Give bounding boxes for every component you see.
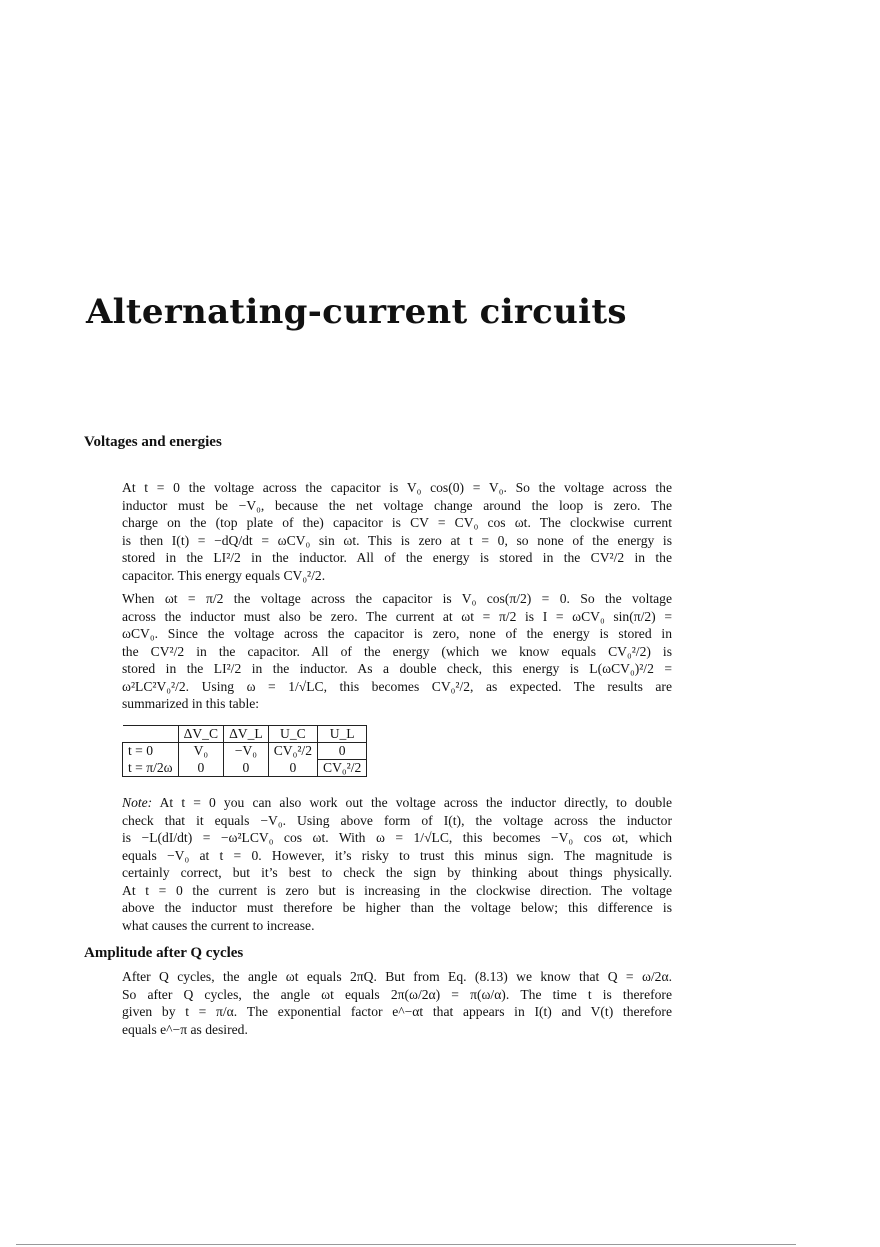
text-line: check that it equals −V₀. Using above form of I(t), the voltage across the inductor (122, 812, 672, 828)
table-header-row (123, 726, 367, 743)
table-row (123, 760, 367, 777)
table-row (123, 743, 367, 760)
text-line: At t = 0 the current is zero but is increasing in the clockwise direction. The voltage (122, 882, 672, 898)
table-cell: 0 (224, 760, 269, 777)
text-line: given by t = π/α. The exponential factor e^−αt that appears in I(t) and V(t) therefore (122, 1004, 672, 1019)
text-line: charge on the (top plate of the) capacitor is CV = CV₀ cos ωt. The clockwise current (122, 515, 672, 530)
paragraph-t0 (122, 479, 672, 584)
page-bottom-rule (16, 1244, 796, 1245)
text-line: ω²LC²V₀²/2. Using ω = 1/√LC, this becomes CV₀²/2, as expected. The results are (122, 678, 672, 694)
section-heading-voltages: Voltages and energies (84, 434, 222, 450)
paragraph-quarter-period (122, 590, 672, 713)
section-heading-amplitude: Amplitude after Q cycles (84, 945, 244, 961)
table-cell: t = 0 (123, 743, 179, 760)
summary-table (122, 725, 367, 777)
text-line: ωCV₀. Since the voltage across the capacitor is zero, none of the energy is stored in (122, 626, 672, 641)
table-cell: 0 (178, 760, 223, 777)
text-line: certainly correct, but it’s best to check the sign by thinking about things physically. (122, 865, 672, 880)
text-line (122, 794, 672, 812)
table-cell: 0 (318, 743, 367, 760)
text-line: above the inductor must therefore be higher than the voltage below; this difference is (122, 900, 672, 915)
table-cell: t = π/2ω (123, 760, 179, 777)
text-line: equals −V₀ at t = 0. However, it’s risky to trust this minus sign. The magnitude is (122, 847, 672, 863)
table-cell: CV₀²/2 (268, 743, 317, 760)
text-line: stored in the LI²/2 in the inductor. All of the energy is stored in the CV²/2 in the (122, 550, 672, 565)
text-line: capacitor. This energy equals CV₀²/2. (122, 567, 326, 583)
text-line: the CV²/2 in the capacitor. All of the energy (which we know equals CV₀²/2) is (122, 643, 672, 659)
text-line: what causes the current to increase. (122, 917, 315, 933)
table-cell: CV₀²/2 (318, 760, 367, 777)
table-cell: V₀ (178, 743, 223, 760)
table-cell: 0 (268, 760, 317, 777)
table-header-cell: ΔV_L (224, 726, 269, 743)
text-line: So after Q cycles, the angle ωt equals 2π(ω/2α) = π(ω/α). The time t is therefore (122, 986, 672, 1002)
text-line: When ωt = π/2 the voltage across the capacitor is V₀ cos(π/2) = 0. So the voltage (122, 591, 672, 606)
table-header-cell: U_C (268, 726, 317, 743)
text-line: is −L(dI/dt) = −ω²LCV₀ cos ωt. With ω = 1/√LC, this becomes −V₀ cos ωt, which (122, 830, 672, 845)
text-line: inductor must be −V₀, because the net voltage change around the loop is zero. The (122, 497, 672, 513)
text-line: across the inductor must also be zero. The current at ωt = π/2 is I = ωCV₀ sin(π/2) = (122, 608, 672, 624)
note-first-line: At t = 0 you can also work out the voltage across the inductor directly, to double (159, 795, 672, 810)
table-header-cell: U_L (318, 726, 367, 743)
text-line: equals e^−π as desired. (122, 1021, 248, 1037)
chapter-title: Alternating-current circuits (86, 292, 627, 332)
paragraph-note (122, 794, 672, 934)
table-header-cell: ΔV_C (178, 726, 223, 743)
paragraph-amplitude (122, 968, 672, 1038)
text-line: After Q cycles, the angle ωt equals 2πQ. But from Eq. (8.13) we know that Q = ω/2α. (122, 969, 672, 984)
text-line: summarized in this table: (122, 696, 260, 711)
text-line: is then I(t) = −dQ/dt = ωCV₀ sin ωt. This is zero at t = 0, so none of the energy is (122, 532, 672, 548)
text-line: stored in the LI²/2 in the inductor. As a double check, this energy is L(ωCV₀)²/2 = (122, 661, 672, 676)
text-line: At t = 0 the voltage across the capacitor is V₀ cos(0) = V₀. So the voltage across the (122, 480, 672, 495)
note-label: Note: (122, 795, 153, 810)
table-header-cell (123, 726, 179, 743)
table-cell: −V₀ (224, 743, 269, 760)
